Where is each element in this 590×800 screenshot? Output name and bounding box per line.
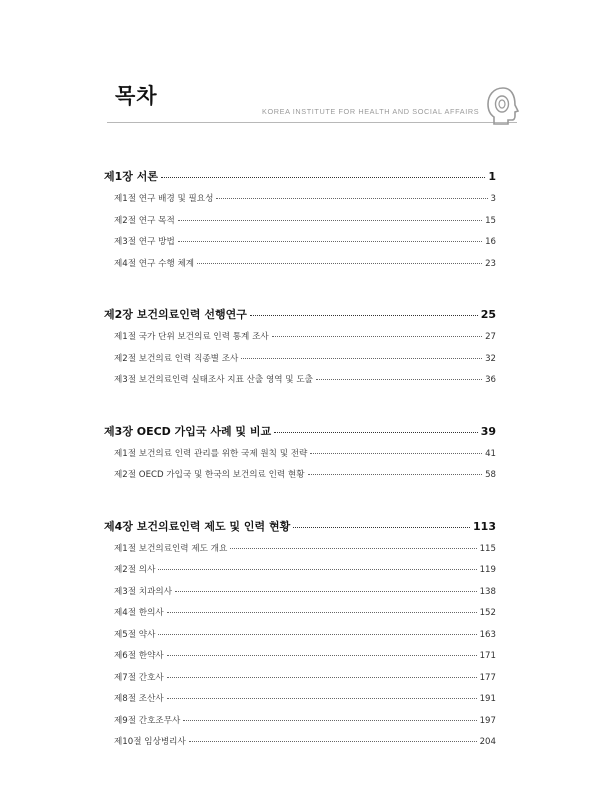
toc-section-entry[interactable] xyxy=(104,330,496,352)
toc-section-entry[interactable] xyxy=(104,606,496,628)
toc-section-entry-label: 제2절 연구 목적 xyxy=(114,215,175,226)
dot-leader xyxy=(274,432,478,433)
toc-chapter xyxy=(104,423,496,490)
toc-section-entry-page-number: 171 xyxy=(479,651,496,661)
dot-leader xyxy=(197,263,482,264)
toc-section-entry-page-number: 16 xyxy=(485,237,496,247)
toc-section-entry[interactable] xyxy=(104,692,496,714)
toc-chapter-entry[interactable] xyxy=(104,306,496,324)
toc-section-entry-label: 제2절 보건의료 인력 직종별 조사 xyxy=(114,353,239,364)
dot-leader xyxy=(272,336,482,337)
dot-leader xyxy=(158,634,476,635)
toc-section-entry-page-number: 32 xyxy=(485,353,496,364)
toc-section-entry-label: 제7절 간호사 xyxy=(114,672,164,683)
toc-section-entry[interactable] xyxy=(104,373,496,395)
toc-section-entry[interactable] xyxy=(104,257,496,279)
toc-section-entry-page-number: 58 xyxy=(485,470,496,480)
toc-section-entry-page-number: 191 xyxy=(479,694,496,704)
toc-section-entry-label: 제1절 보건의료인력 제도 개요 xyxy=(114,543,228,554)
toc-section-entry-label: 제1절 국가 단위 보건의료 인력 통계 조사 xyxy=(114,332,269,342)
toc-section-entry-label: 제8절 조산사 xyxy=(114,694,164,704)
toc-section-entry-label: 제9절 간호조무사 xyxy=(114,715,181,726)
dot-leader xyxy=(158,569,476,570)
toc-section-entry-page-number: 119 xyxy=(479,565,496,575)
toc-section-entry-page-number: 177 xyxy=(479,672,496,683)
toc-chapter xyxy=(104,306,496,395)
toc-section-entry-label: 제6절 한약사 xyxy=(114,651,164,661)
dot-leader xyxy=(167,677,477,678)
toc-chapter-entry-page-number: 1 xyxy=(488,170,496,183)
dot-leader xyxy=(183,720,476,721)
institute-logo-icon xyxy=(484,84,522,128)
dot-leader xyxy=(189,741,477,742)
dot-leader xyxy=(230,548,476,549)
dot-leader xyxy=(175,591,477,592)
toc-section-entry-label: 제3절 치과의사 xyxy=(114,586,173,597)
institute-name: KOREA INSTITUTE FOR HEALTH AND SOCIAL AFFAIRS xyxy=(262,107,480,116)
toc-section-entry[interactable] xyxy=(104,563,496,585)
toc-chapter xyxy=(104,168,496,278)
dot-leader xyxy=(167,612,477,613)
toc-section-entry-page-number: 3 xyxy=(490,194,496,204)
toc-chapter-entry-page-number: 39 xyxy=(480,424,496,438)
toc-section-entry[interactable] xyxy=(104,671,496,693)
toc-section-entry-label: 제3절 연구 방법 xyxy=(114,237,175,247)
toc-chapter-entry-label: 제2장 보건의료인력 선행연구 xyxy=(104,308,247,321)
toc-section-entry-page-number: 152 xyxy=(479,608,496,618)
toc-section-entry-label: 제3절 보건의료인력 실태조사 지표 산출 영역 및 도출 xyxy=(114,375,313,385)
toc-chapter-entry-label: 제3장 OECD 가입국 사례 및 비교 xyxy=(104,424,272,438)
dot-leader xyxy=(308,474,483,475)
toc-section-entry-page-number: 204 xyxy=(479,737,496,747)
toc-section-entry[interactable] xyxy=(104,352,496,374)
toc-section-entry-label: 제1절 연구 배경 및 필요성 xyxy=(114,194,214,204)
dot-leader xyxy=(310,453,482,454)
toc-section-entry-page-number: 36 xyxy=(485,375,496,385)
toc-section-entry[interactable] xyxy=(104,628,496,650)
toc-chapter-entry-label: 제1장 서론 xyxy=(104,170,158,183)
page-title: 목차 xyxy=(115,84,158,108)
dot-leader xyxy=(241,358,482,359)
toc-section-entry[interactable] xyxy=(104,192,496,214)
toc-section-entry[interactable] xyxy=(104,585,496,607)
toc-section-entry-label: 제1절 보건의료 인력 관리를 위한 국제 원칙 및 전략 xyxy=(114,448,308,459)
toc-section-entry[interactable] xyxy=(104,447,496,469)
toc-chapter-entry[interactable] xyxy=(104,168,496,186)
toc-section-entry[interactable] xyxy=(104,714,496,736)
dot-leader xyxy=(316,379,482,380)
dot-leader xyxy=(167,655,477,656)
table-of-contents xyxy=(104,168,496,785)
toc-section-entry-page-number: 115 xyxy=(479,543,496,554)
toc-section-entry-label: 제5절 약사 xyxy=(114,629,156,640)
toc-section-entry[interactable] xyxy=(104,214,496,236)
toc-chapter-entry-page-number: 25 xyxy=(480,308,496,321)
toc-section-entry[interactable] xyxy=(104,542,496,564)
toc-section-entry[interactable] xyxy=(104,735,496,757)
toc-section-entry-label: 제2절 OECD 가입국 및 한국의 보건의료 인력 현황 xyxy=(114,470,305,480)
toc-chapter xyxy=(104,518,496,757)
dot-leader xyxy=(293,527,470,528)
toc-section-entry-page-number: 197 xyxy=(479,715,496,726)
toc-chapter-entry-page-number: 113 xyxy=(473,519,496,533)
toc-section-entry-label: 제2절 의사 xyxy=(114,565,156,575)
toc-section-entry-page-number: 27 xyxy=(485,332,496,342)
toc-section-entry[interactable] xyxy=(104,235,496,257)
toc-section-entry-page-number: 138 xyxy=(479,586,496,597)
toc-section-entry-label: 제10절 임상병리사 xyxy=(114,737,186,747)
toc-chapter-entry-label: 제4장 보건의료인력 제도 및 인력 현황 xyxy=(104,519,291,533)
toc-section-entry-page-number: 23 xyxy=(485,258,496,269)
toc-section-entry-label: 제4절 한의사 xyxy=(114,608,164,618)
toc-section-entry[interactable] xyxy=(104,468,496,490)
header-divider xyxy=(107,122,517,123)
toc-section-entry-page-number: 41 xyxy=(485,448,496,459)
toc-section-entry-page-number: 15 xyxy=(485,215,496,226)
dot-leader xyxy=(250,315,478,316)
toc-section-entry-page-number: 163 xyxy=(479,629,496,640)
toc-chapter-entry[interactable] xyxy=(104,423,496,441)
toc-section-entry[interactable] xyxy=(104,649,496,671)
dot-leader xyxy=(178,241,482,242)
dot-leader xyxy=(216,198,487,199)
dot-leader xyxy=(178,220,482,221)
dot-leader xyxy=(161,177,485,178)
toc-section-entry-label: 제4절 연구 수행 체계 xyxy=(114,258,195,269)
toc-chapter-entry[interactable] xyxy=(104,518,496,536)
dot-leader xyxy=(167,698,477,699)
